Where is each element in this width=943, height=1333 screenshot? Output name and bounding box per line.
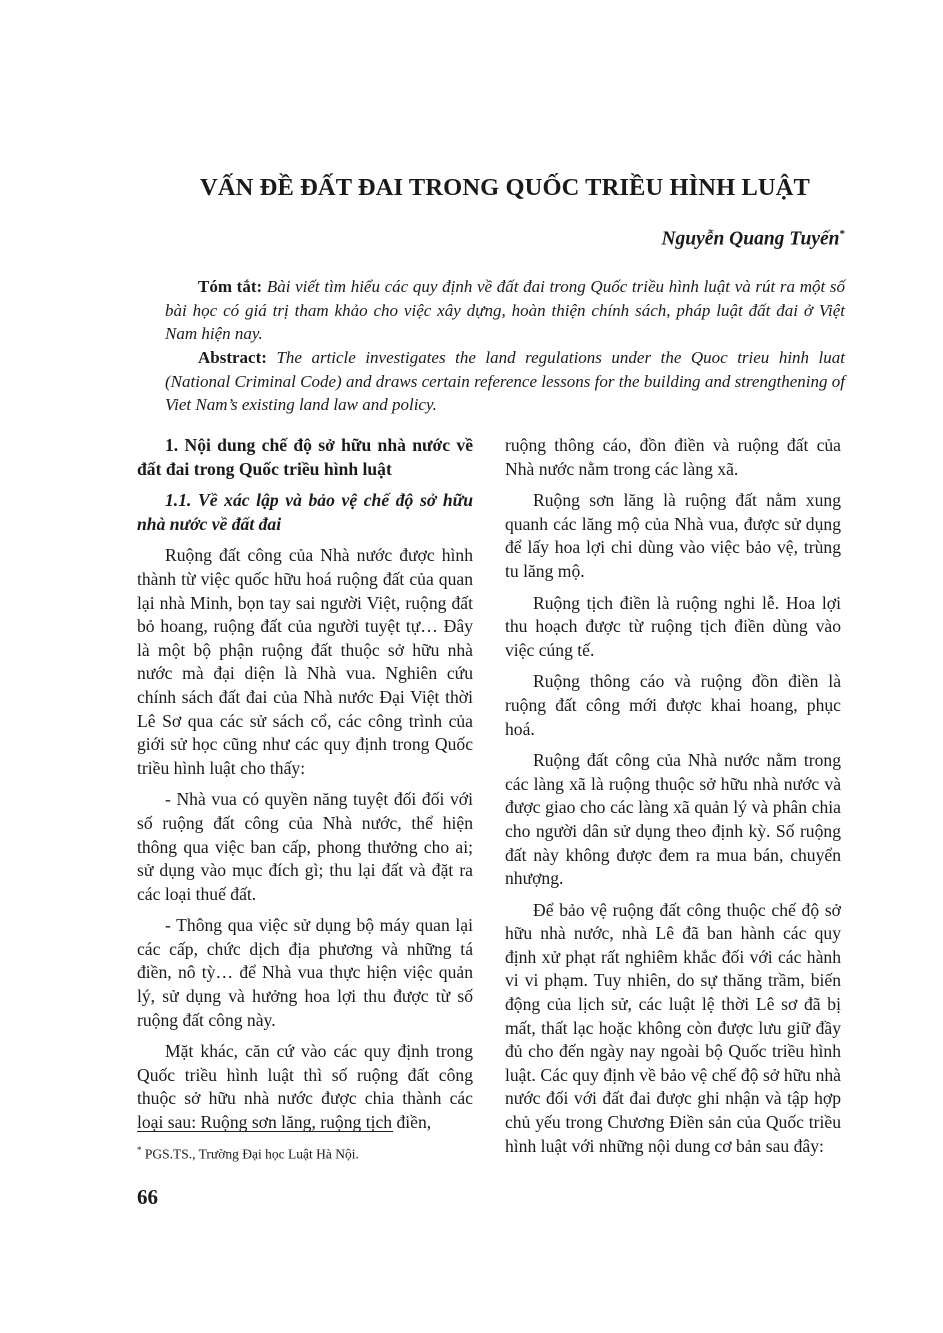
abstract-vi-label: Tóm tắt:	[198, 277, 263, 296]
paragraph: Ruộng tịch điền là ruộng nghi lễ. Hoa lợi thu hoạch được từ ruộng tịch điền dùng vào việc cúng tế.	[505, 592, 841, 660]
section-heading-1: 1. Nội dung chế độ sở hữu nhà nước về đất đai trong Quốc triều hình luật	[137, 435, 473, 479]
paragraph: - Thông qua việc sử dụng bộ máy quan lại các cấp, chức dịch địa phương và những tá điền, nô tỳ… để Nhà vua thực hiện việc quản lý, sử dụng và hưởng hoa lợi thu được từ số ruộng đất công này.	[137, 915, 473, 1030]
abstract-vi-text: Bài viết tìm hiểu các quy định về đất đai trong Quốc triều hình luật và rút ra một số bài học có giá trị tham khảo cho việc xây dựng, hoàn thiện chính sách, pháp luật đất đai ở Việt Nam hiện nay.	[165, 277, 845, 343]
paragraph: Để bảo vệ ruộng đất công thuộc chế độ sở hữu nhà nước, nhà Lê đã ban hành các quy định xử phạt rất nghiêm khắc đối với các hành vi vi phạm. Tuy nhiên, do sự thăng trầm, biến động của lịch sử, các luật lệ thời Lê sơ đã bị mất, thất lạc hoặc không còn được lưu giữ đầy đủ cho đến ngày nay ngoài bộ Quốc triều hình luật. Các quy định về bảo vệ chế độ sở hữu nhà nước đối với đất đai được ghi nhận và tập hợp chủ yếu trong Chương Điền sản của Quốc triều hình luật với những nội dung cơ bản sau đây:	[505, 899, 841, 1156]
abstract-vietnamese	[165, 275, 845, 346]
author-footnote-mark: *	[839, 228, 845, 240]
footnote-mark: *	[137, 1145, 142, 1155]
paragraph: Ruộng sơn lăng là ruộng đất nằm xung quanh các lăng mộ của Nhà vua, được sử dụng để lấy hoa lợi chi dùng vào việc bảo vệ, trùng tu lăng mộ.	[505, 490, 841, 581]
abstract-en-label: Abstract:	[198, 348, 267, 367]
article-title: VẤN ĐỀ ĐẤT ĐAI TRONG QUỐC TRIỀU HÌNH LUẬT	[200, 174, 810, 201]
page-number: 66	[137, 1185, 158, 1209]
paragraph: Ruộng thông cáo và ruộng đồn điền là ruộng đất công mới được khai hoang, phục hoá.	[505, 671, 841, 739]
abstract-english	[165, 346, 845, 417]
paragraph: Ruộng đất công của Nhà nước nằm trong các làng xã là ruộng thuộc sở hữu nhà nước và được giao cho các làng xã quản lý và phân chia cho người dân sử dụng theo định kỳ. Số ruộng đất này không được đem ra mua bán, chuyển nhượng.	[505, 750, 841, 889]
footnote	[137, 1145, 359, 1163]
paragraph: Ruộng đất công của Nhà nước được hình thành từ việc quốc hữu hoá ruộng đất của quan lại nhà Minh, bọn tay sai người Việt, ruộng đất bỏ hoang, ruộng đất của người tuyệt tự… Đây là một bộ phận ruộng đất thuộc sở hữu nhà nước mà đại diện là Nhà vua. Nghiên cứu chính sách đất đai của Nhà nước Đại Việt thời Lê Sơ qua các sử sách cổ, các công trình của giới sử học cũng như các quy định trong Quốc triều hình luật cho thấy:	[137, 545, 473, 778]
subsection-heading-1-1: 1.1. Về xác lập và bảo vệ chế độ sở hữu nhà nước về đất đai	[137, 490, 473, 534]
author-name	[661, 228, 845, 251]
paragraph-continued: ruộng thông cáo, đồn điền và ruộng đất của Nhà nước nằm trong các làng xã.	[505, 435, 841, 479]
left-column	[137, 434, 473, 1143]
footnote-text: PGS.TS., Trường Đại học Luật Hà Nội.	[144, 1146, 359, 1162]
right-column	[505, 434, 841, 1166]
author-text: Nguyễn Quang Tuyến	[661, 228, 840, 250]
paragraph: - Nhà vua có quyền năng tuyệt đối đối với số ruộng đất công của Nhà nước, thể hiện thông qua việc ban cấp, phong thưởng cho ai; sử dụng vào mục đích gì; thu lại đất và đặt ra các loại thuế đất.	[137, 789, 473, 904]
abstract-en-text: The article investigates the land regulations under the Quoc trieu hinh luat (National Criminal Code) and draws certain reference lessons for the building and strengthening of Viet Nam’s existing land law and policy.	[165, 348, 845, 414]
footnote-divider	[137, 1131, 393, 1132]
paragraph: Mặt khác, căn cứ vào các quy định trong Quốc triều hình luật thì số ruộng đất công thuộc sở hữu nhà nước được chia thành các loại sau: Ruộng sơn lăng, ruộng tịch điền,	[137, 1041, 473, 1133]
